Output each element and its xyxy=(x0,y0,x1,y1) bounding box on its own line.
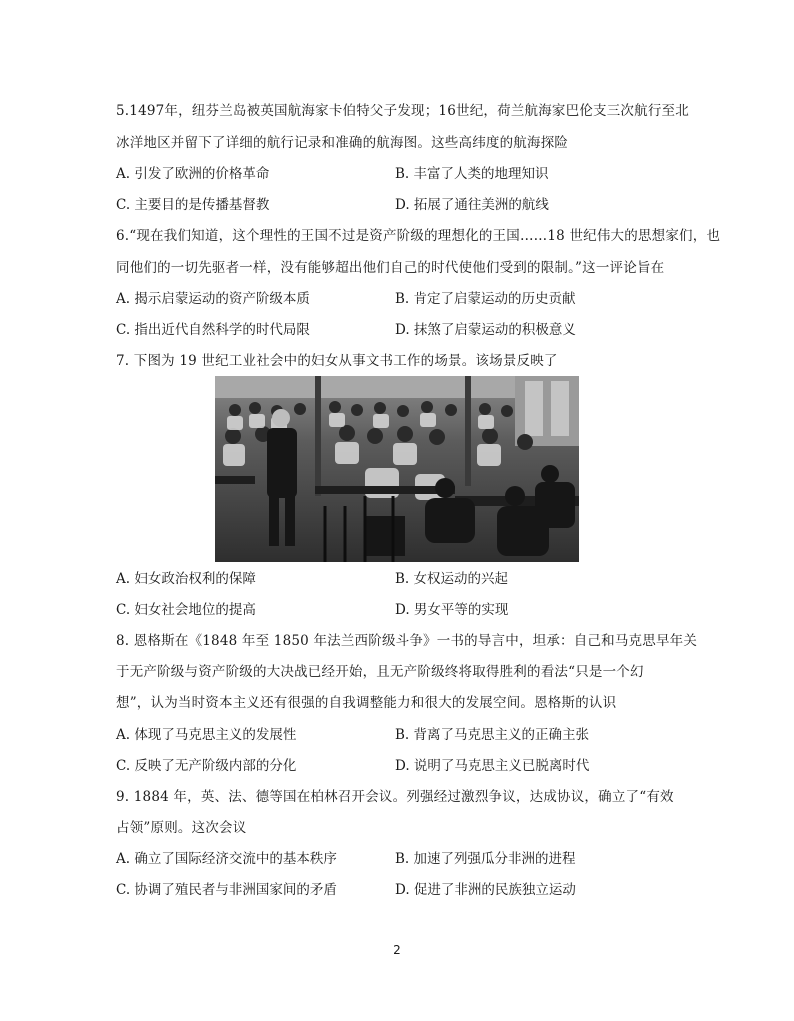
q8-option-a: A. 体现了马克思主义的发展性 xyxy=(116,727,297,743)
q8-stem-line1: 8. 恩格斯在《1848 年至 1850 年法兰西阶级斗争》一书的导言中，坦承：自己和马克思早年关 xyxy=(116,633,698,649)
q5-option-c: C. 主要目的是传播基督教 xyxy=(116,197,270,213)
office-women-photo xyxy=(215,376,579,562)
q8-option-d: D. 说明了马克思主义已脱离时代 xyxy=(395,758,590,774)
q7-option-d: D. 男女平等的实现 xyxy=(395,602,509,618)
q7-option-c: C. 妇女社会地位的提高 xyxy=(116,602,256,618)
q7-option-a: A. 妇女政治权利的保障 xyxy=(116,571,256,587)
q6-option-c: C. 指出近代自然科学的时代局限 xyxy=(116,322,310,338)
q9-option-b: B. 加速了列强瓜分非洲的进程 xyxy=(395,851,576,867)
q6-stem-line2: 同他们的一切先驱者一样，没有能够超出他们自己的时代使他们受到的限制。”这一评论旨在 xyxy=(116,260,665,276)
q9-option-c: C. 协调了殖民者与非洲国家间的矛盾 xyxy=(116,882,337,898)
q8-option-c: C. 反映了无产阶级内部的分化 xyxy=(116,758,297,774)
q5-option-b: B. 丰富了人类的地理知识 xyxy=(395,166,549,182)
q9-option-d: D. 促进了非洲的民族独立运动 xyxy=(395,882,576,898)
q8-option-b: B. 背离了马克思主义的正确主张 xyxy=(395,727,590,743)
q8-stem-line2: 于无产阶级与资产阶级的大决战已经开始，且无产阶级终将取得胜利的看法“只是一个幻 xyxy=(116,664,644,680)
q8-stem-line3: 想”，认为当时资本主义还有很强的自我调整能力和很大的发展空间。恩格斯的认识 xyxy=(116,695,617,711)
q5-stem-line1: 5.1497年，纽芬兰岛被英国航海家卡伯特父子发现；16世纪，荷兰航海家巴伦支三次航行至北 xyxy=(116,103,689,119)
page-number: 2 xyxy=(393,943,401,957)
q9-option-a: A. 确立了国际经济交流中的基本秩序 xyxy=(116,851,337,867)
q5-option-d: D. 拓展了通往美洲的航线 xyxy=(395,197,549,213)
q6-option-b: B. 肯定了启蒙运动的历史贡献 xyxy=(395,291,576,307)
q9-stem-line1: 9. 1884 年，英、法、德等国在柏林召开会议。列强经过激烈争议，达成协议，确立了“有效 xyxy=(116,789,674,805)
q7-stem-line1: 7. 下图为 19 世纪工业社会中的妇女从事文书工作的场景。该场景反映了 xyxy=(116,353,558,369)
q6-option-d: D. 抹煞了启蒙运动的积极意义 xyxy=(395,322,576,338)
q6-stem-line1: 6.“现在我们知道，这个理性的王国不过是资产阶级的理想化的王国……18 世纪伟大的思想家们，也 xyxy=(116,228,721,244)
q7-option-b: B. 女权运动的兴起 xyxy=(395,571,509,587)
q5-option-a: A. 引发了欧洲的价格革命 xyxy=(116,166,270,182)
q6-option-a: A. 揭示启蒙运动的资产阶级本质 xyxy=(116,291,310,307)
q9-stem-line2: 占领”原则。这次会议 xyxy=(116,820,247,836)
q5-stem-line2: 冰洋地区并留下了详细的航行记录和准确的航海图。这些高纬度的航海探险 xyxy=(116,135,569,151)
